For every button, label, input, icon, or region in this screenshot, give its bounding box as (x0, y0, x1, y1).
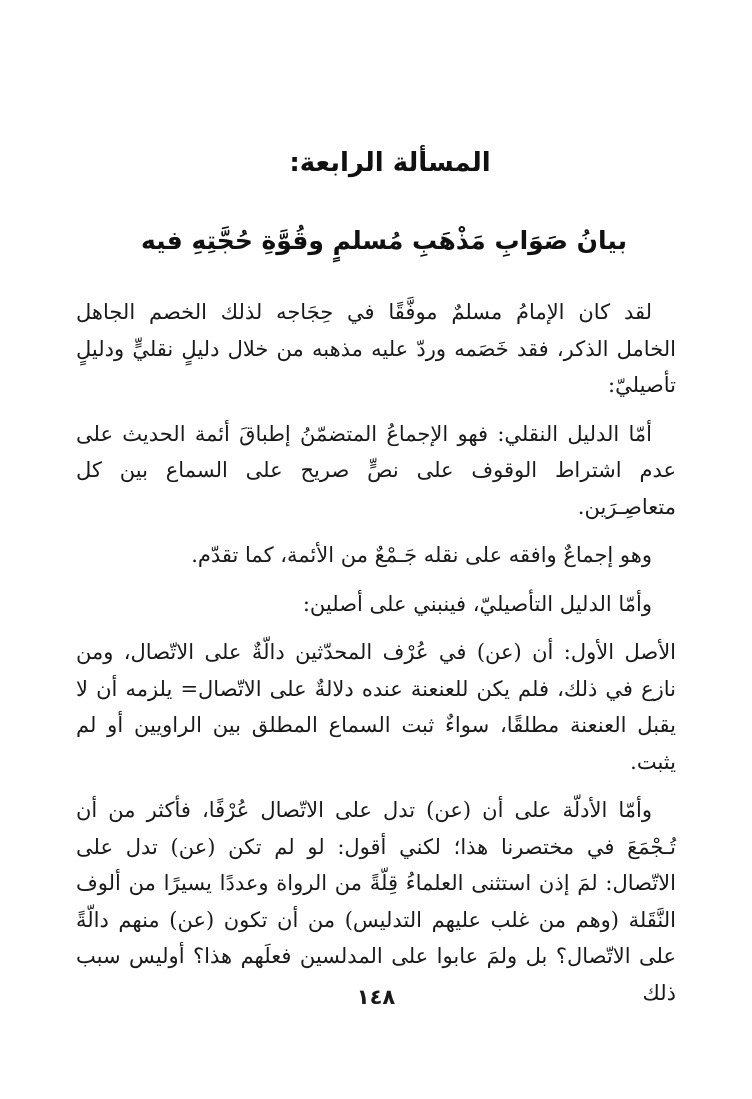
paragraph-proofs: وأمّا الأدلّة على أن (عن) تدل على الاتّصال عُرْفًا، فأكثر من أن تُـجْمَعَ في مختصرنا هذا؛ لكني أقول: لو لم تكن (عن) تدل على الاتّصال: لمَ إذن استثنى العلماءُ قِلّةً من الرواة وعددًا يسيرًا من ألوف النَّقَلة (وهم من غلب عليهم التدليس) من أن تكون (عن) منهم دالّةً على الاتّصال؟ بل ولمَ عابوا على المدلسين فعلَهم هذا؟ أوليس سبب ذلك (76, 798, 676, 1005)
section-subtitle: بيانُ صَوَابِ مَذْهَبِ مُسلمٍ وقُوَّةِ حُجَّتِهِ فيه (141, 226, 627, 255)
paragraph-consensus: وهو إجماعٌ وافقه على نقله جَـمْعٌ من الأئمة، كما تقدّم. (191, 543, 652, 567)
paragraph-first-principle: الأصل الأول: أن (عن) في عُرْف المحدّثين دالّةٌ على الاتّصال، ومن نازع في ذلك، فلم يكن للعنعنة عنده دلالةٌ على الاتّصال= يلزمه أن لا يقبل العنعنة مطلقًا، سواءٌ ثبت السماع المطلق بين الراويين أو لم يثبت. (76, 640, 676, 774)
paragraph-rational-evidence: وأمّا الدليل التأصيليّ، فينبني على أصلين: (302, 591, 652, 616)
paragraph-textual-evidence: أمّا الدليل النقلي: فهو الإجماعُ المتضمّنُ إطباقَ أئمة الحديث على عدم اشتراط الوقوف على نصٍّ صريح على السماع بين كل متعاصِـرَين. (76, 421, 676, 519)
section-title: المسألة الرابعة: (289, 148, 491, 178)
paragraph-intro: لقد كان الإمامُ مسلمٌ موفَّقًا في حِجَاجه لذلك الخصم الجاهل الخامل الذكر، فقد خَصَمه وردّ عليه مذهبه من خلال دليلٍ نقليٍّ ودليلٍ تأصيليّ: (76, 300, 676, 397)
body-text (76, 294, 676, 1011)
page-number: ١٤٨ (356, 985, 396, 1009)
